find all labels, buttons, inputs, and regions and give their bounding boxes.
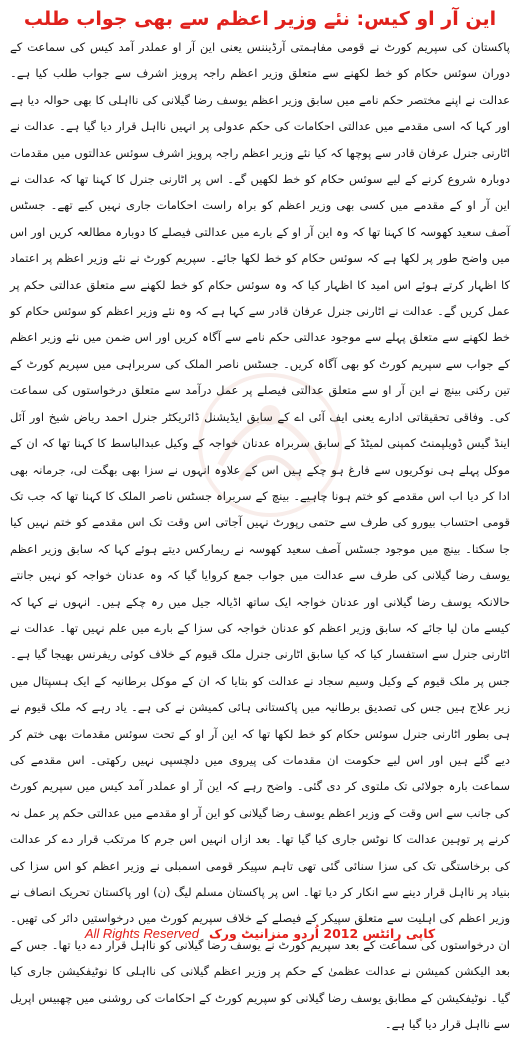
copyright-urdu-text: کاپی رائٹس 2012 اُردو منزانیٹ ورک bbox=[208, 926, 436, 941]
all-rights-reserved-text: All Rights Reserved bbox=[84, 926, 199, 941]
page-footer bbox=[0, 926, 520, 948]
article-headline: این آر او کیس: نئے وزیر اعظم سے بھی جواب طلب bbox=[23, 8, 497, 30]
article-body: پاکستان کی سپریم کورٹ نے قومی مفاہمتی آرڈیننس یعنی این آر او عملدر آمد کیس کی سماعت کے دوران سوئس حکام کو خط لکھنے سے متعلق وزیر اعظم راجہ پرویز اشرف سے جواب طلب کیا ہے۔ عدالت نے اپنے مختصر حکم نامے میں سابق وزیر اعظم یوسف رضا گیلانی کی نااہلی کا بھی حوالہ دیا ہے اور کہا کہ اسی مقدمے میں عدالتی احکامات کی حکم عدولی پر انہیں نااہل قرار دیا گیا ہے۔ عدالت نے اٹارنی جنرل عرفان قادر سے پوچھا کہ کیا نئے وزیر اعظم راجہ پرویز اشرف سوئس عدالتوں میں مقدمات دوبارہ شروع کرنے کے لیے سوئس حکام کو خط لکھیں گے۔ اس پر اٹارنی جنرل کا کہنا تھا کہ عدالت نے این آر او کے مقدمے میں کسی بھی وزیر اعظم کو براہ راست احکامات جاری نہیں کیے تھے۔ جسٹس آصف سعید کھوسہ کا کہنا تھا کہ وہ این آر او کے بارے میں عدالتی فیصلے کا دوبارہ مطالعہ کریں اور اس میں واضح طور پر لکھا ہے کہ سوئس حکام کو خط لکھا جائے۔ سپریم کورٹ نے نئے وزیر اعظم پر اعتماد کا اظہار کرتے ہوئے اس امید کا اظہار کیا کہ وہ سوئس حکام کو خط لکھنے سے متعلق عدالتی حکم پر عمل کریں گے۔ عدالت نے اٹارنی جنرل عرفان قادر سے کہا ہے کہ وہ نئے وزیر اعظم کو سوئس حکام کو خط لکھنے سے متعلق پہلے سے موجود عدالتی حکم نامے سے آگاہ کریں اور اس ضمن میں نئے وزیر اعظم کے جواب سے سپریم کورٹ کو بھی آگاہ کریں۔ جسٹس ناصر الملک کی سربراہی میں سپریم کورٹ کے تین رکنی بینچ نے این آر او سے متعلق عدالتی فیصلے پر عمل درآمد سے متعلق درخواستوں کی سماعت کی۔ وفاقی تحقیقاتی ادارے یعنی ایف آئی اے کے سابق ایڈیشنل ڈائریکٹر جنرل احمد ریاض شیخ اور آئل اینڈ گیس ڈویلپمنٹ کمپنی لمیٹڈ کے سابق سربراہ عدنان خواجہ کے وکیل عبدالباسط کا کہنا تھا کہ ان کے موکل پہلے ہی نوکریوں سے فارغ ہو چکے ہیں اس کے علاوہ انہوں نے سزا بھی بھگت لی، جرمانہ بھی ادا کر دیا اب اس مقدمے کو ختم ہونا چاہیے۔ بینچ کے سربراہ جسٹس ناصر الملک کا کہنا تھا کہ جب تک قومی احتساب بیورو کی طرف سے حتمی رپورٹ نہیں آجاتی اس وقت تک اس مقدمے کو ختم نہیں کیا جا سکتا۔ بینچ میں موجود جسٹس آصف سعید کھوسہ نے ریمارکس دیتے ہوئے کہا کہ سابق وزیر اعظم یوسف رضا گیلانی کی طرف سے عدالت میں جواب جمع کروایا گیا کہ وہ عدنان خواجہ کو نہیں جانتے حالانکہ یوسف رضا گیلانی اور عدنان خواجہ ایک ساتھ اڈیالہ جیل میں رہ چکے ہیں۔ انہوں نے کہا کہ کیسے مان لیا جائے کہ سابق وزیر اعظم کو عدنان خواجہ کی سزا کے بارے میں علم نہیں تھا۔ عدالت نے اٹارنی جنرل سے استفسار کیا کہ کیا سابق اٹارنی جنرل ملک قیوم کے خلاف کوئی ریفرنس بھیجا گیا ہے۔ جس پر ملک قیوم کے وکیل وسیم سجاد نے عدالت کو بتایا کہ ان کے موکل برطانیہ کے ایک ہسپتال میں زیر علاج ہیں جس کی تصدیق برطانیہ میں پاکستانی ہائی کمیشن نے کی ہے۔ یاد رہے کہ ملک قیوم نے ہی بطور اٹارنی جنرل سوئس حکام کو خط لکھا تھا کہ این آر او کے تحت سوئس مقدمات بھی ختم کر دیے گئے ہیں اور اس لیے حکومت ان مقدمات کی پیروی میں دلچسپی نہیں رکھتی۔ اس مقدمے کی سماعت بارہ جولائی تک ملتوی کر دی گئی۔ واضح رہے کہ این آر او عملدر آمد کیس میں سپریم کورٹ کی جانب سے اس وقت کے وزیر اعظم یوسف رضا گیلانی کو این آر او مقدمے میں عدالتی حکم پر عمل نہ کرنے پر توہین عدالت کا نوٹس جاری کیا گیا تھا۔ بعد ازاں انہیں اس جرم کا مرتکب قرار دے کر عدالت کی برخاستگی تک کی سزا سنائی گئی تھی تاہم سپیکر قومی اسمبلی نے وزیر اعظم کو اس سزا کی بنیاد پر نااہل قرار دینے سے انکار کر دیا تھا۔ اس پر پاکستان مسلم لیگ (ن) اور پاکستان تحریک انصاف نے وزیر اعظم کی اہلیت سے متعلق سپیکر کے فیصلے کے خلاف سپریم کورٹ میں درخواستیں دائر کی تھیں۔ ان درخواستوں کی سماعت کے بعد سپریم کورٹ نے یوسف رضا گیلانی کو نااہل قرار دے دیا تھا۔ جس کے بعد الیکشن کمیشن نے عدالت عظمیٰ کے حکم پر وزیر اعظم گیلانی کی نااہلی کا نوٹیفکیشن جاری کیا گیا۔ نوٹیفکیشن کے مطابق یوسف رضا گیلانی کو سپریم کورٹ کے احکامات کی روشنی میں چھبیس اپریل سے نااہل قرار دیا گیا ہے۔ bbox=[10, 40, 510, 1032]
